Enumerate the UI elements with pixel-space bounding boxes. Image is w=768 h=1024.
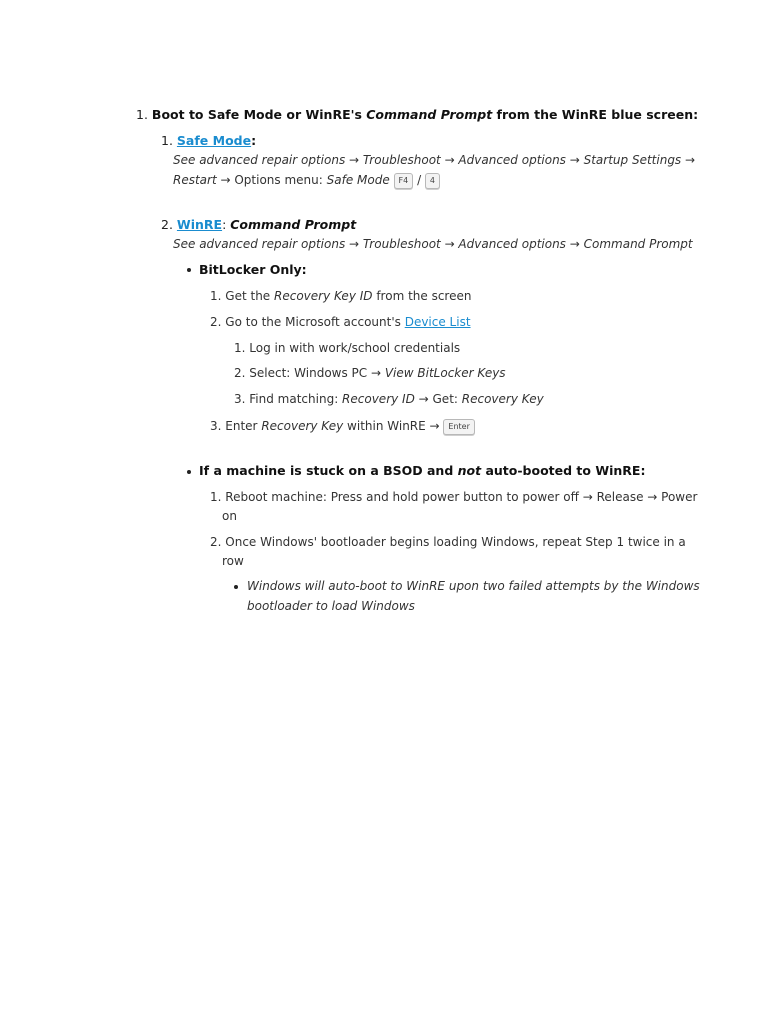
list-number: 2. bbox=[210, 535, 222, 549]
list-number: 3. bbox=[210, 419, 222, 433]
bitlocker-step-1 bbox=[210, 287, 471, 305]
safe-mode-path-line-1: See advanced repair options → Troubleshoot → Advanced options → Startup Settings → bbox=[173, 153, 696, 167]
step-1-title-emphasis: Command Prompt bbox=[366, 107, 493, 122]
colon: : bbox=[251, 133, 257, 148]
safe-mode-heading bbox=[161, 132, 256, 150]
list-number: 2. bbox=[234, 366, 246, 380]
recovery-key-text: Recovery Key bbox=[461, 392, 544, 406]
bitlocker-step-3 bbox=[210, 417, 475, 435]
list-number: 1. bbox=[210, 289, 222, 303]
enter-key: Enter bbox=[443, 419, 474, 435]
list-number: 1. bbox=[234, 341, 246, 355]
view-bitlocker-keys-text: View BitLocker Keys bbox=[384, 366, 506, 380]
bitlocker-step-2 bbox=[210, 313, 471, 331]
colon: : bbox=[222, 217, 231, 232]
recovery-key-text: Recovery Key bbox=[261, 419, 344, 433]
options-menu-text: → Options menu: bbox=[216, 173, 327, 187]
safe-mode-path-line-2 bbox=[173, 171, 440, 189]
step-text: Select: Windows PC → bbox=[249, 366, 385, 380]
list-number: 2. bbox=[210, 315, 222, 329]
winre-heading bbox=[161, 216, 356, 234]
step-text: Log in with work/school credentials bbox=[249, 341, 461, 355]
heading-text: auto-booted to WinRE: bbox=[481, 463, 646, 478]
device-list-link[interactable]: Device List bbox=[404, 315, 471, 329]
step-text: Reboot machine: Press and hold power button to power off → Release → Power bbox=[225, 490, 698, 504]
safe-mode-link[interactable]: Safe Mode bbox=[176, 133, 252, 148]
bitlocker-substep-1 bbox=[234, 339, 460, 357]
step-text: from the screen bbox=[372, 289, 472, 303]
note-line-1: Windows will auto-boot to WinRE upon two failed attempts by the Windows bbox=[247, 579, 700, 593]
step-text: within WinRE → bbox=[343, 419, 444, 433]
step-text: → Get: bbox=[414, 392, 462, 406]
winre-path: See advanced repair options → Troubleshoot → Advanced options → Command Prompt bbox=[173, 237, 693, 251]
bullet-icon bbox=[234, 585, 238, 589]
step-text: Once Windows' bootloader begins loading Windows, repeat Step 1 twice in a bbox=[225, 535, 686, 549]
separator: / bbox=[413, 173, 425, 187]
heading-text: If a machine is stuck on a BSOD and bbox=[199, 463, 458, 478]
bsod-step-1 bbox=[210, 488, 697, 506]
step-1-heading bbox=[136, 106, 698, 124]
bullet-icon bbox=[187, 268, 191, 272]
recovery-key-id-text: Recovery Key ID bbox=[274, 289, 373, 303]
list-number: 3. bbox=[234, 392, 246, 406]
command-prompt-title: Command Prompt bbox=[230, 217, 357, 232]
step-1-title-text: Boot to Safe Mode or WinRE's bbox=[151, 107, 367, 122]
bitlocker-heading: BitLocker Only: bbox=[199, 262, 307, 277]
step-text-continuation: row bbox=[222, 554, 244, 568]
restart-text: Restart bbox=[173, 173, 217, 187]
step-text: Go to the Microsoft account's bbox=[225, 315, 405, 329]
not-emphasis: not bbox=[457, 463, 482, 478]
list-number: 1. bbox=[161, 133, 173, 148]
step-text-continuation: on bbox=[222, 509, 237, 523]
bsod-heading bbox=[199, 462, 645, 480]
list-number: 2. bbox=[161, 217, 173, 232]
step-text: Get the bbox=[225, 289, 274, 303]
bsod-step-2 bbox=[210, 533, 686, 551]
step-text: Enter bbox=[225, 419, 262, 433]
list-number: 1. bbox=[136, 107, 148, 122]
f4-key: F4 bbox=[394, 173, 414, 189]
list-number: 1. bbox=[210, 490, 222, 504]
safe-mode-text: Safe Mode bbox=[326, 173, 390, 187]
bullet-icon bbox=[187, 470, 191, 474]
recovery-id-text: Recovery ID bbox=[342, 392, 415, 406]
note-line-2: bootloader to load Windows bbox=[247, 599, 415, 613]
bitlocker-substep-3 bbox=[234, 390, 544, 408]
winre-link[interactable]: WinRE bbox=[176, 217, 223, 232]
step-text: Find matching: bbox=[249, 392, 343, 406]
bitlocker-substep-2 bbox=[234, 364, 506, 382]
step-1-title-suffix: from the WinRE blue screen: bbox=[492, 107, 699, 122]
4-key: 4 bbox=[425, 173, 440, 189]
